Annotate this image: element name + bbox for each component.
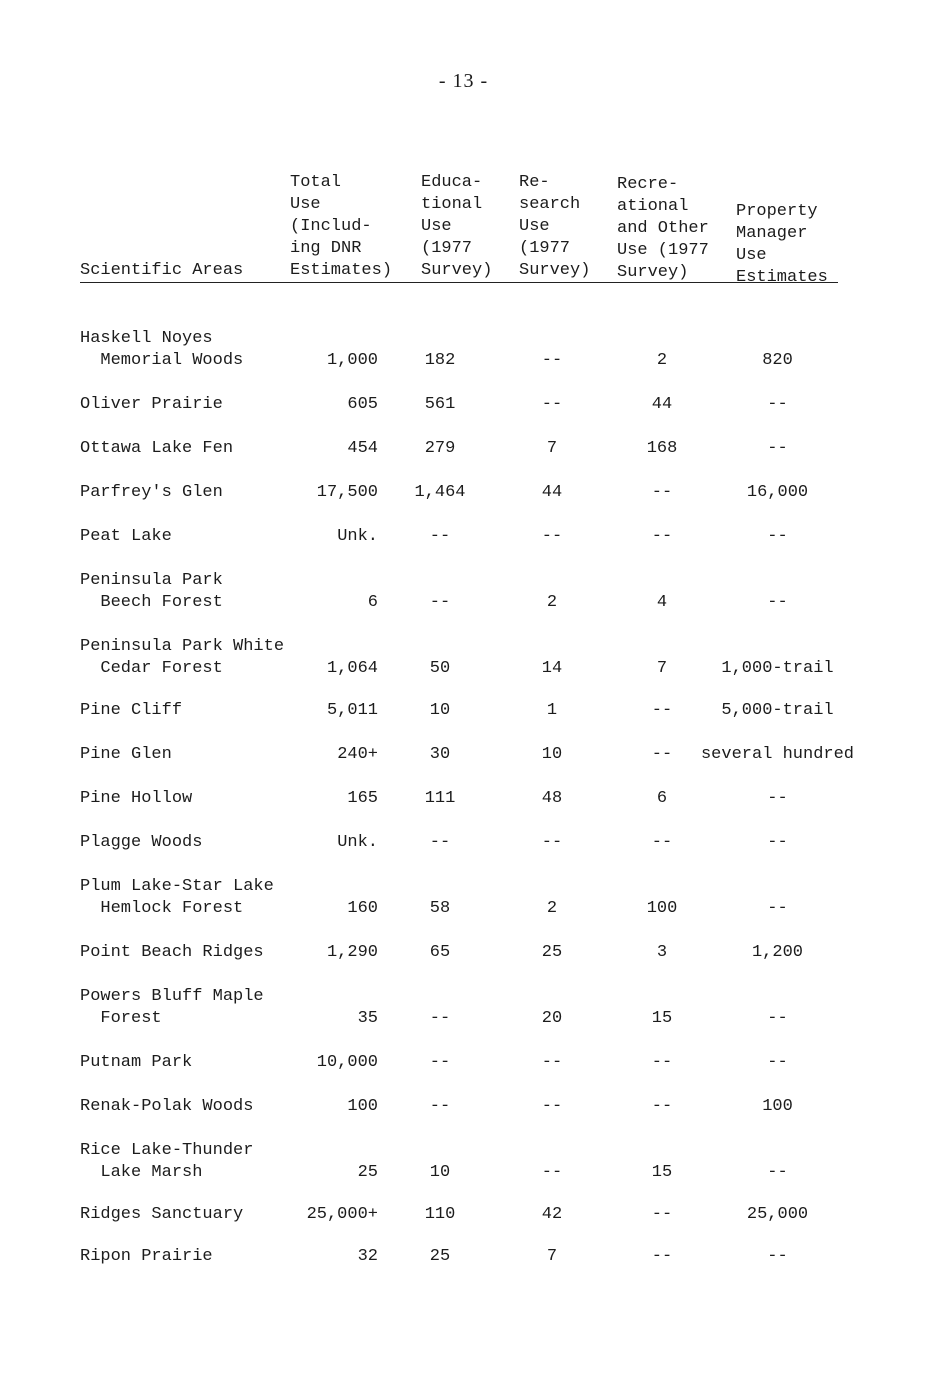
property-manager-use-cell: -- bbox=[767, 1247, 788, 1266]
area-name: Ripon Prairie bbox=[80, 1247, 213, 1266]
total-use-cell: 605 bbox=[347, 395, 378, 414]
research-use-cell: 48 bbox=[541, 789, 563, 808]
research-use-cell: 42 bbox=[541, 1205, 563, 1224]
property-manager-use-cell: 100 bbox=[762, 1097, 793, 1116]
total-use-cell: 35 bbox=[357, 1009, 378, 1028]
property-manager-use-cell: -- bbox=[767, 527, 788, 546]
property-manager-use-cell: -- bbox=[767, 1009, 788, 1028]
educational-use-cell: -- bbox=[429, 1097, 451, 1116]
area-name: Rice Lake-Thunder Lake Marsh bbox=[80, 1141, 254, 1182]
total-use-cell: 1,000 bbox=[326, 351, 378, 370]
area-name: Parfrey's Glen bbox=[80, 483, 223, 502]
educational-use-cell: 182 bbox=[424, 351, 456, 370]
property-manager-use-cell: -- bbox=[767, 395, 788, 414]
research-use-cell: 2 bbox=[546, 899, 558, 918]
research-use-cell: 20 bbox=[541, 1009, 563, 1028]
educational-use-cell: 1,464 bbox=[414, 483, 466, 502]
property-manager-use-cell: -- bbox=[767, 439, 788, 458]
research-use-cell: -- bbox=[541, 395, 563, 414]
research-use-cell: 7 bbox=[546, 1247, 558, 1266]
educational-use-cell: -- bbox=[429, 833, 451, 852]
educational-use-cell: 279 bbox=[424, 439, 456, 458]
area-name: Point Beach Ridges bbox=[80, 943, 264, 962]
research-use-cell: 25 bbox=[541, 943, 563, 962]
header-educational-use: Educa- tional Use (1977 Survey) bbox=[421, 173, 493, 280]
recreational-use-cell: 15 bbox=[651, 1009, 673, 1028]
area-name: Ridges Sanctuary bbox=[80, 1205, 244, 1224]
total-use-cell: 240+ bbox=[337, 745, 378, 764]
recreational-use-cell: 2 bbox=[656, 351, 668, 370]
recreational-use-cell: -- bbox=[651, 527, 673, 546]
property-manager-use-cell: 820 bbox=[762, 351, 793, 370]
total-use-cell: 100 bbox=[347, 1097, 378, 1116]
research-use-cell: -- bbox=[541, 351, 563, 370]
property-manager-use-cell: -- bbox=[767, 1163, 788, 1182]
recreational-use-cell: 3 bbox=[656, 943, 668, 962]
area-name: Peninsula Park White Cedar Forest bbox=[80, 637, 285, 678]
research-use-cell: -- bbox=[541, 833, 563, 852]
area-name: Plum Lake-Star Lake Hemlock Forest bbox=[80, 877, 274, 918]
educational-use-cell: 65 bbox=[429, 943, 451, 962]
header-recreational-use: Recre- ational and Other Use (1977 Survey) bbox=[617, 175, 709, 282]
educational-use-cell: 110 bbox=[424, 1205, 456, 1224]
table-row bbox=[0, 1052, 927, 1096]
table-row bbox=[0, 438, 927, 482]
property-manager-use-cell: 16,000 bbox=[746, 483, 809, 502]
area-name: Pine Glen bbox=[80, 745, 172, 764]
total-use-cell: 454 bbox=[347, 439, 378, 458]
educational-use-cell: -- bbox=[429, 527, 451, 546]
property-manager-use-cell: 1,000-trail bbox=[721, 659, 834, 678]
property-manager-use-cell: 5,000-trail bbox=[721, 701, 834, 720]
research-use-cell: 44 bbox=[541, 483, 563, 502]
table-row bbox=[0, 1204, 927, 1248]
header-total-use: Total Use (Includ- ing DNR Estimates) bbox=[290, 173, 393, 280]
research-use-cell: -- bbox=[541, 527, 563, 546]
header-scientific-areas: Scientific Areas bbox=[80, 261, 244, 280]
recreational-use-cell: 15 bbox=[651, 1163, 673, 1182]
research-use-cell: -- bbox=[541, 1097, 563, 1116]
recreational-use-cell: -- bbox=[651, 701, 673, 720]
educational-use-cell: 111 bbox=[424, 789, 456, 808]
table-row bbox=[0, 636, 927, 680]
recreational-use-cell: 4 bbox=[656, 593, 668, 612]
recreational-use-cell: -- bbox=[651, 745, 673, 764]
recreational-use-cell: 7 bbox=[656, 659, 668, 678]
recreational-use-cell: -- bbox=[651, 1205, 673, 1224]
total-use-cell: 32 bbox=[357, 1247, 378, 1266]
property-manager-use-cell: -- bbox=[767, 593, 788, 612]
total-use-cell: Unk. bbox=[337, 527, 378, 546]
total-use-cell: Unk. bbox=[337, 833, 378, 852]
total-use-cell: 160 bbox=[347, 899, 378, 918]
total-use-cell: 6 bbox=[367, 593, 378, 612]
table-row bbox=[0, 1140, 927, 1184]
total-use-cell: 1,064 bbox=[326, 659, 378, 678]
educational-use-cell: -- bbox=[429, 1053, 451, 1072]
property-manager-use-cell: -- bbox=[767, 1053, 788, 1072]
table-row bbox=[0, 942, 927, 986]
table-row bbox=[0, 788, 927, 832]
table-row bbox=[0, 986, 927, 1030]
educational-use-cell: 50 bbox=[429, 659, 451, 678]
area-name: Pine Cliff bbox=[80, 701, 183, 720]
area-name: Peninsula Park Beech Forest bbox=[80, 571, 223, 612]
educational-use-cell: 25 bbox=[429, 1247, 451, 1266]
property-manager-use-cell: 25,000 bbox=[746, 1205, 809, 1224]
header-research-use: Re- search Use (1977 Survey) bbox=[519, 173, 591, 280]
table-row bbox=[0, 744, 927, 788]
recreational-use-cell: 100 bbox=[646, 899, 678, 918]
recreational-use-cell: 6 bbox=[656, 789, 668, 808]
property-manager-use-cell: -- bbox=[767, 833, 788, 852]
header-rule bbox=[80, 282, 838, 283]
table-row bbox=[0, 526, 927, 570]
table-row bbox=[0, 570, 927, 614]
property-manager-use-cell: -- bbox=[767, 899, 788, 918]
research-use-cell: 1 bbox=[546, 701, 558, 720]
area-name: Ottawa Lake Fen bbox=[80, 439, 234, 458]
table-row bbox=[0, 1246, 927, 1290]
recreational-use-cell: -- bbox=[651, 1247, 673, 1266]
table-row bbox=[0, 328, 927, 372]
educational-use-cell: 10 bbox=[429, 701, 451, 720]
educational-use-cell: 10 bbox=[429, 1163, 451, 1182]
table-row bbox=[0, 700, 927, 744]
recreational-use-cell: 168 bbox=[646, 439, 678, 458]
educational-use-cell: -- bbox=[429, 593, 451, 612]
table-row bbox=[0, 876, 927, 920]
total-use-cell: 1,290 bbox=[326, 943, 378, 962]
table-row bbox=[0, 1096, 927, 1140]
property-manager-use-cell: 1,200 bbox=[751, 943, 803, 962]
total-use-cell: 5,011 bbox=[326, 701, 378, 720]
recreational-use-cell: -- bbox=[651, 833, 673, 852]
table-row bbox=[0, 832, 927, 876]
property-manager-use-cell: several hundred bbox=[700, 745, 855, 764]
total-use-cell: 10,000 bbox=[316, 1053, 378, 1072]
recreational-use-cell: -- bbox=[651, 1097, 673, 1116]
page-number: - 13 - bbox=[438, 70, 489, 92]
recreational-use-cell: -- bbox=[651, 1053, 673, 1072]
educational-use-cell: -- bbox=[429, 1009, 451, 1028]
recreational-use-cell: 44 bbox=[651, 395, 673, 414]
table-row bbox=[0, 394, 927, 438]
recreational-use-cell: -- bbox=[651, 483, 673, 502]
total-use-cell: 25 bbox=[357, 1163, 378, 1182]
area-name: Renak-Polak Woods bbox=[80, 1097, 254, 1116]
educational-use-cell: 30 bbox=[429, 745, 451, 764]
header-property-manager-use: Property Manager Use Estimates bbox=[736, 202, 828, 287]
area-name: Pine Hollow bbox=[80, 789, 193, 808]
educational-use-cell: 561 bbox=[424, 395, 456, 414]
research-use-cell: 10 bbox=[541, 745, 563, 764]
area-name: Oliver Prairie bbox=[80, 395, 223, 414]
area-name: Powers Bluff Maple Forest bbox=[80, 987, 264, 1028]
educational-use-cell: 58 bbox=[429, 899, 451, 918]
research-use-cell: 2 bbox=[546, 593, 558, 612]
research-use-cell: 7 bbox=[546, 439, 558, 458]
research-use-cell: -- bbox=[541, 1163, 563, 1182]
area-name: Peat Lake bbox=[80, 527, 172, 546]
area-name: Plagge Woods bbox=[80, 833, 203, 852]
area-name: Putnam Park bbox=[80, 1053, 193, 1072]
area-name: Haskell Noyes Memorial Woods bbox=[80, 329, 244, 370]
research-use-cell: 14 bbox=[541, 659, 563, 678]
total-use-cell: 25,000+ bbox=[306, 1205, 378, 1224]
table-row bbox=[0, 482, 927, 526]
total-use-cell: 165 bbox=[347, 789, 378, 808]
total-use-cell: 17,500 bbox=[316, 483, 378, 502]
property-manager-use-cell: -- bbox=[767, 789, 788, 808]
research-use-cell: -- bbox=[541, 1053, 563, 1072]
